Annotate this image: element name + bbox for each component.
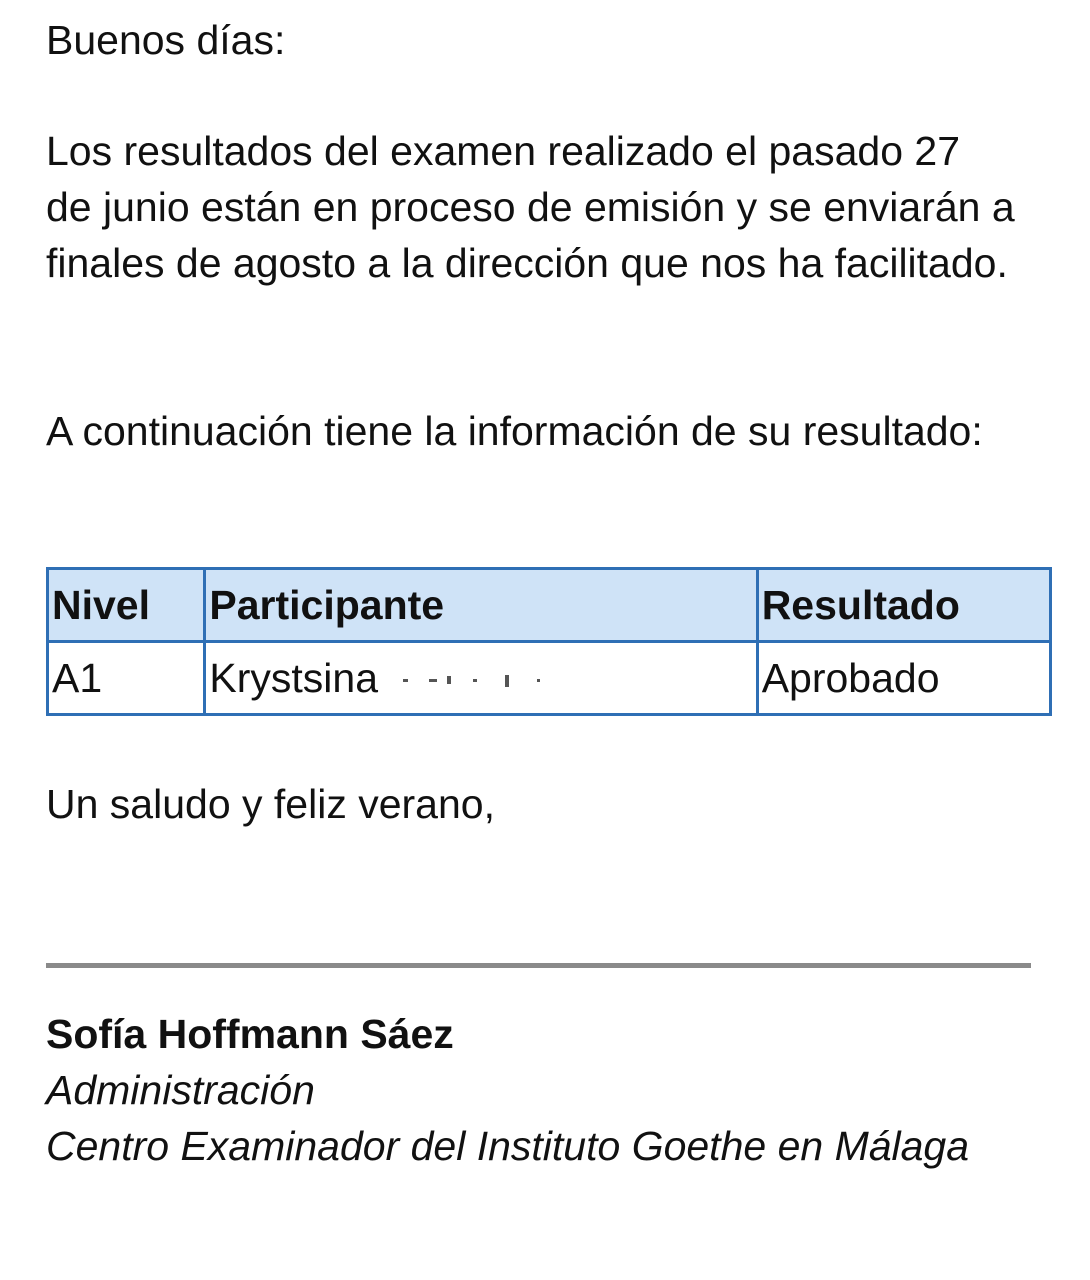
results-table xyxy=(46,567,1052,716)
table-row xyxy=(48,642,1051,715)
greeting-text: Buenos días: xyxy=(46,17,286,63)
closing-text: Un saludo y feliz verano, xyxy=(46,781,495,827)
signature-organization: Centro Examinador del Instituto Goethe en Málaga xyxy=(46,1123,970,1169)
cell-participante xyxy=(205,642,757,715)
results-intro-paragraph: A continuación tiene la información de su resultado: xyxy=(46,408,983,454)
participant-name: Krystsina xyxy=(209,654,379,701)
table-header-row xyxy=(48,569,1051,642)
header-nivel: Nivel xyxy=(48,569,205,642)
redacted-surname xyxy=(389,671,559,691)
cell-nivel: A1 xyxy=(48,642,205,715)
signature-role: Administración xyxy=(46,1067,315,1113)
results-notice-paragraph: Los resultados del examen realizado el pasado 27 de junio están en proceso de emisión y se enviarán a finales de agosto a la dirección que nos ha facilitado. xyxy=(46,128,1015,286)
signature-name: Sofía Hoffmann Sáez xyxy=(46,1011,454,1057)
header-resultado: Resultado xyxy=(757,569,1050,642)
cell-resultado: Aprobado xyxy=(757,642,1050,715)
header-participante: Participante xyxy=(205,569,757,642)
signature-divider xyxy=(46,963,1031,968)
